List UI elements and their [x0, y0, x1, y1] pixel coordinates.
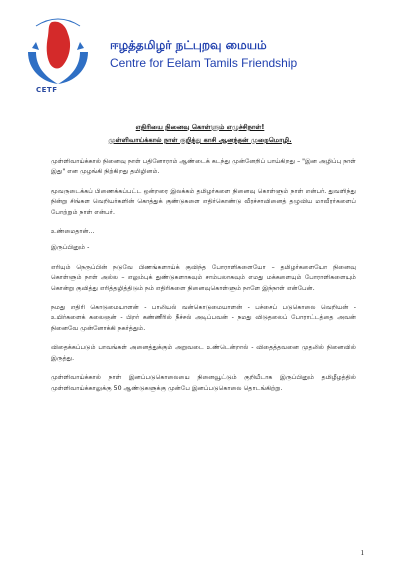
paragraph: உண்மைதான்... [51, 228, 95, 236]
page-number: 1 [360, 549, 364, 557]
document-subtitle: முள்ளிவாய்க்கால் நாள் குறித்து காசி ஆனந்தன் முறைமொழி. [108, 136, 292, 144]
document-body [51, 157, 356, 403]
paragraph: இருப்பினும் - [51, 244, 90, 252]
paragraph: நமது எதிரி கொடுமையாளன் - பாலியல் வன்கொடுமையாளன் - பச்சைப் படுகொலை வெறியன் - உயிர்களைக் கலைஞன் - பிறர் கண்ணீரில் நீச்சல் அடிப்பவன் - நமது விடுதலைப் போராட்டத்தை அவன் நினைவே முன்னோக்கி நகர்த்தும். [51, 304, 356, 332]
paragraph: விதைக்கப்படும் பாவங்கள் அனைத்துக்கும் அறுவடை உண்டென்றால் - விதைத்தவனை முதலில் நினைவில் இருத்து. [51, 344, 356, 362]
paragraph: மூவருடைக்கப் பிணைக்கப்பட்ட ஒன்றரை இலக்கம் தமிழர்களை நினைவு கொள்ளும் நாள் என்பர். துவளிந்து நின்று சிங்கள வெறியர்களின் கொத்துக் குண்டுகளை எதிர்கொண்டு வீரச்சாவினைத் தழுவிய மாவீரர்களைப் போற்றும் நாள் என்பர். [51, 187, 356, 216]
cetf-emblem-icon [22, 12, 94, 92]
paragraph: முள்ளிவாய்க்கால் நினைவு நாள் பதினோராம் ஆண்டைக் கடந்து முன்னேறிப் பாய்கிறது – "இன அழிப்பு நாள் இது" என முழங்கி நிற்கிறது தமிழினம். [51, 158, 356, 176]
org-name-english: Centre for Eelam Tamils Friendship [110, 56, 298, 70]
document-title: எதிரியை நினைவு கொள்ளும் எழுச்சிநாள்! [135, 123, 265, 131]
org-name-tamil: ஈழத்தமிழர் நட்புறவு மையம் [110, 38, 267, 52]
logo-caption: CETF [36, 86, 58, 94]
paragraph: எரியும் நெருப்பின் நடுவே பிணங்களாய்க் குவிந்த போராளிகளையோ – தமிழர்களையோ நினைவு கொள்ளும் நாள் அல்ல – எலும்புக் துண்டுகளாகவும் சாம்பலாகவும் எமது மக்களையும் போராளிகளையும் கொன்று குவித்து எரித்தழித்திடும் நம் எதிரிகளை நினைவுகொள்ளும் நாளே இந்நாள் என்பேன். [51, 263, 356, 292]
paragraph: முள்ளிவாய்க்கால் நாள் இனப்படுகொலையை நினைவூட்டும் குறியீடாக இருப்பினும் தமிழீழத்தில் முள்ளிவாய்க்காலுக்கு 50 ஆண்டுகளுக்கு முன்பே இனப்படுகொலை தொடங்கிற்று. [51, 374, 356, 392]
cetf-logo [22, 12, 94, 92]
